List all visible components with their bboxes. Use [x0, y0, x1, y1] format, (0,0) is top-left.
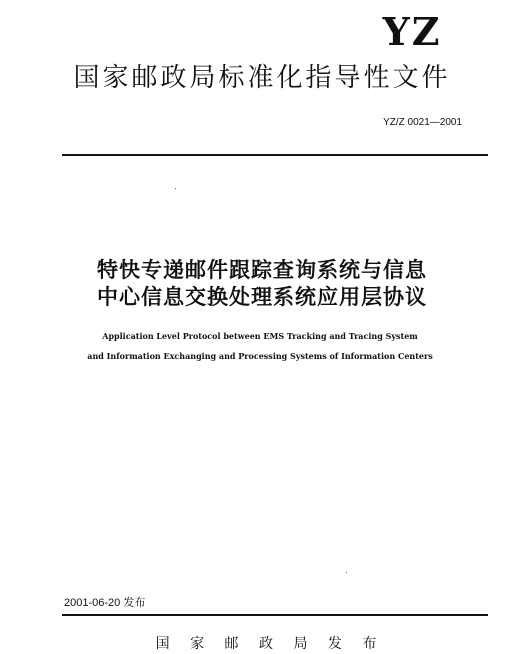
scan-speck — [346, 572, 347, 573]
standard-number: YZ/Z 0021—2001 — [383, 117, 462, 128]
chinese-title-line-2: 中心信息交换处理系统应用层协议 — [97, 285, 427, 309]
top-divider — [62, 154, 488, 156]
english-title-line-2: and Information Exchanging and Processing Systems of Information Centers — [87, 351, 433, 361]
chinese-title-line-1: 特快专递邮件跟踪查询系统与信息 — [97, 258, 427, 282]
scan-speck — [175, 188, 176, 189]
standard-category-title: 国家邮政局标准化指导性文件 — [73, 63, 451, 93]
standard-code-mark: YZ — [382, 9, 442, 54]
english-title-line-1: Application Level Protocol between EMS Tracking and Tracing System — [102, 331, 418, 341]
issue-date: 2001-06-20 发布 — [64, 597, 146, 609]
issuing-authority: 国 家 邮 政 局 发 布 — [155, 636, 385, 652]
bottom-divider — [62, 614, 488, 616]
